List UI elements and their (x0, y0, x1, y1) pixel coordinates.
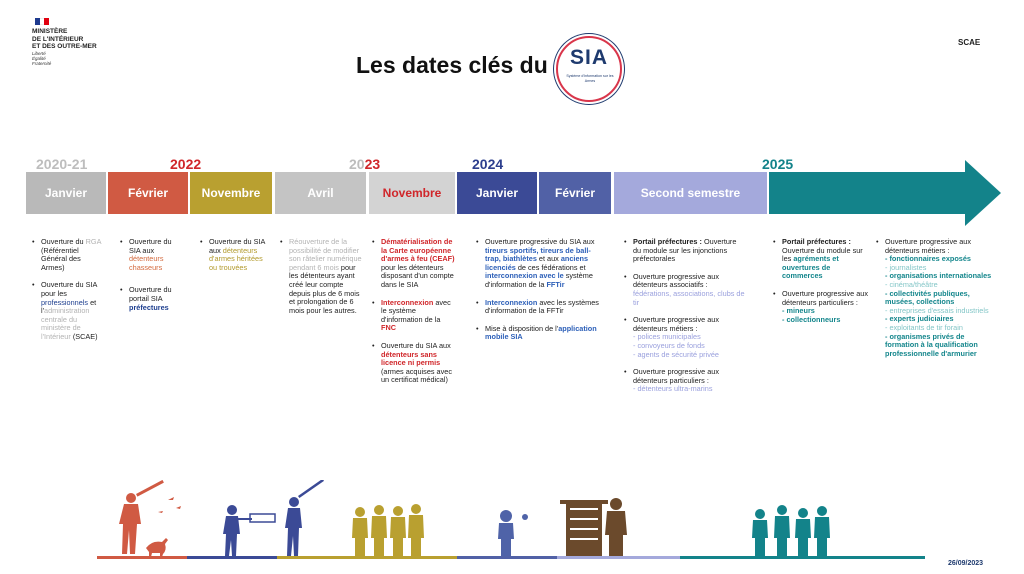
band-janvier-2024: Janvier (457, 172, 537, 214)
list-item: • Ouverture du SIA pour les professionnels et l'administration centrale du ministère de l'Intérieur (SCAE) (32, 281, 102, 341)
band-fevrier-2024: Février (539, 172, 611, 214)
band-fevrier-2022: Février (108, 172, 188, 214)
biathlete-silhouettes (223, 480, 324, 556)
republic-motto: Liberté Égalité Fraternité (32, 51, 52, 66)
list-item: • Ouverture progressive aux détenteurs particuliers : - mineurs - collectionneurs (773, 290, 869, 324)
band-avril-2023: Avril (275, 172, 366, 214)
ministry-name: MINISTÈRE DE L'INTÉRIEUR ET DES OUTRE-MER (32, 28, 97, 50)
year-2023-part1: 20 (349, 156, 365, 172)
year-2020-21: 2020-21 (36, 156, 88, 172)
timeline-arrow-head (965, 160, 1001, 226)
sia-logo (556, 36, 622, 102)
list-item: • Réouverture de la possibilité de modifier son râtelier numérique pendant 6 mois pour les détenteurs ayant créé leur compte depuis plus de 6 mois et prolongation de 6 mois pour les autres. (280, 238, 362, 315)
sport-shooter-silhouette (498, 510, 528, 556)
band-janvier-2021: Janvier (26, 172, 106, 214)
list-item: • Dématérialisation de la Carte européenne d'armes à feu (CEAF) pour les détenteurs disposant d'un compte dans le SIA (372, 238, 456, 290)
year-2022 (170, 156, 201, 172)
col-novembre-2022 (200, 238, 272, 281)
col-janvier-2021 (32, 238, 102, 351)
list-item: • Ouverture du portail SIA préfectures (120, 286, 184, 312)
band-second-semestre: Second semestre (614, 172, 767, 214)
list-item: • Ouverture progressive aux détenteurs métiers : - fonctionnaires exposés - journalistes - organisations internationales - cinéma/théâtre - collectivités publiques, musées, collections - entreprises d'essais industriels - experts judiciaires - exploitants de tir forain - organismes privés de formation à la qualification professionnelle d'armurier (876, 238, 994, 358)
col-fevrier-2022 (120, 238, 184, 321)
sia-logo-text: SIA (569, 46, 608, 69)
list-item: • Ouverture du SIA aux détenteurs chasseurs (120, 238, 184, 272)
professionals-silhouettes (752, 505, 830, 556)
band-novembre-2022: Novembre (190, 172, 272, 214)
year-2024: 2024 (472, 156, 504, 172)
band-novembre-2023: Novembre (369, 172, 455, 214)
heirs-group-silhouettes (352, 504, 424, 556)
list-item: • Mise à disposition de l'application mobile SIA (476, 325, 600, 342)
republique-flag-icon (35, 18, 49, 25)
year-2023 (349, 156, 380, 172)
col-2025-a (773, 238, 869, 333)
col-avril-2023 (280, 238, 362, 324)
col-2025-b (876, 238, 994, 367)
col-2024 (476, 238, 600, 351)
timeline-arrow (769, 172, 965, 214)
year-2023-part2: 23 (364, 156, 381, 172)
list-item: • Ouverture progressive aux détenteurs particuliers : - détenteurs ultra-marins (624, 368, 746, 394)
year-2022-label: 2022 (170, 156, 202, 172)
list-item: • Portail préfectures : Ouverture du module sur les agréments et ouvertures de commerces (773, 238, 869, 281)
sia-logo-subtitle: Système d'Information sur les Armes (566, 74, 614, 83)
list-item: • Interconnexion avec les systèmes d'information de la FFTir (476, 299, 600, 316)
list-item: • Ouverture progressive du SIA aux tireurs sportifs, tireurs de ball-trap, biathlètes et aux anciens licenciés de ces fédérations et interconnexion avec le système d'information de la FFTir (476, 238, 600, 290)
silhouettes-illustration (0, 480, 1024, 560)
hunter-silhouette (119, 480, 181, 557)
list-item: • Portail préfectures : Ouverture du module sur les injonctions préfectorales (624, 238, 746, 264)
col-second-semestre (624, 238, 746, 403)
agency-label: SCAE (958, 38, 981, 47)
list-item: • Ouverture progressive aux détenteurs métiers : - polices municipales - convoyeurs de fonds - agents de sécurité privée (624, 316, 746, 359)
collector-silhouettes (560, 498, 627, 556)
page-title: Les dates clés du (356, 52, 548, 78)
list-item: • Ouverture du RGA (Référentiel Général des Armes) (32, 238, 102, 272)
col-novembre-2023 (372, 238, 456, 394)
list-item: • Ouverture du SIA aux détenteurs d'armes héritées ou trouvées (200, 238, 272, 272)
year-2025: 2025 (762, 156, 794, 172)
list-item: • Ouverture progressive aux détenteurs associatifs : fédérations, associations, clubs de tir (624, 273, 746, 307)
document-date: 26/09/2023 (948, 560, 984, 567)
list-item: • Interconnexion avec le système d'information de la FNC (372, 299, 456, 333)
list-item: • Ouverture du SIA aux détenteurs sans licence ni permis (armes acquises avec un certificat médical) (372, 342, 456, 385)
